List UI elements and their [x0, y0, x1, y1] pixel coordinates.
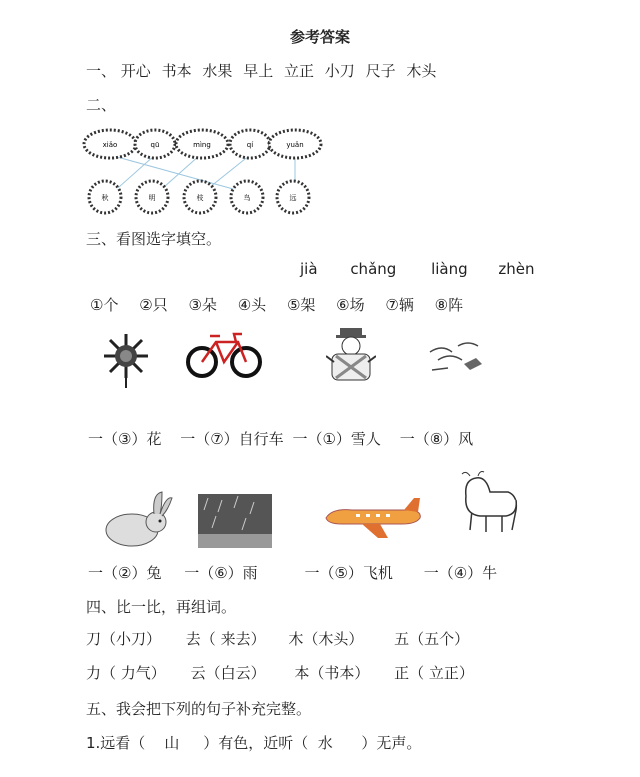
- answer-word: 木头: [406, 62, 437, 80]
- wind-image: [428, 338, 488, 374]
- bicycle-image: [186, 330, 262, 380]
- answer-word: 尺子: [365, 62, 396, 80]
- pinyin-label: qū: [150, 141, 160, 149]
- page-title: 参考答案: [289, 28, 350, 46]
- pinyin-label: yuǎn: [286, 141, 304, 149]
- sentence-1: 1.远看（ 山 ）有色，近听（ 水 ）无声。: [86, 734, 422, 752]
- compare-row-2: [86, 662, 474, 683]
- option-item: ④头: [237, 296, 267, 314]
- rain-image: [198, 494, 272, 548]
- pinyin-bubbles: [84, 130, 321, 158]
- answer-item: 一（②）兔: [88, 564, 162, 582]
- char-label: 枝: [196, 194, 204, 202]
- section-4-label: 四、比一比，再组词。: [86, 598, 237, 616]
- option-item: ⑤架: [286, 296, 316, 314]
- pinyin-label: qí: [246, 141, 254, 149]
- char-label: 明: [148, 194, 156, 202]
- pinyin-label: xiǎo: [102, 141, 118, 149]
- answer-item: 一（④）牛: [423, 564, 498, 582]
- option-item: ⑧阵: [434, 296, 464, 314]
- pinyin-hint-item: jià: [300, 260, 318, 278]
- answer-item: 一（⑥）雨: [184, 564, 258, 582]
- compare-item: 五（五个）: [394, 630, 470, 648]
- snowman-image: [326, 326, 376, 382]
- answer-word: 早上: [243, 62, 274, 80]
- sunflower-image: [100, 330, 152, 388]
- cow-image: [456, 470, 524, 536]
- option-item: ①个: [90, 296, 119, 314]
- pinyin-hint-item: liàng: [431, 260, 468, 278]
- answer-word: 开心: [120, 62, 151, 80]
- options-row: [90, 294, 463, 315]
- section-1: [86, 60, 436, 81]
- pinyin-label: mìng: [193, 141, 211, 149]
- option-item: ③朵: [188, 296, 217, 314]
- option-item: ②只: [139, 296, 168, 314]
- compare-item: 力（ 力气）: [86, 664, 166, 682]
- section-2-label: 二、: [86, 96, 117, 114]
- answer-word: 小刀: [324, 62, 355, 80]
- answer-item: 一（⑤）飞机: [304, 564, 393, 582]
- option-item: ⑥场: [336, 296, 365, 314]
- compare-item: 正（ 立正）: [394, 664, 474, 682]
- char-label: 秋: [101, 194, 109, 202]
- compare-item: 云（白云）: [190, 664, 266, 682]
- answer-item: 一（⑦）自行车: [180, 430, 284, 448]
- answer-item: 一（①）雪人: [292, 430, 381, 448]
- rabbit-image: [100, 490, 174, 550]
- option-item: ⑦辆: [385, 296, 414, 314]
- compare-item: 去（ 来去）: [185, 630, 266, 648]
- compare-item: 刀（小刀）: [86, 630, 162, 648]
- answers-row-1: [88, 428, 473, 449]
- pinyin-hint-item: chǎng: [350, 260, 397, 278]
- compare-item: 本（书本）: [294, 664, 370, 682]
- char-label: 远: [289, 194, 297, 202]
- compare-row-1: [86, 628, 469, 649]
- answer-item: 一（③）花: [88, 430, 162, 448]
- pinyin-hint: [300, 260, 535, 278]
- section-3-label: 三、看图选字填空。: [86, 230, 222, 248]
- char-bubbles: [89, 181, 309, 213]
- answer-word: 水果: [202, 62, 233, 80]
- pinyin-hint-item: zhèn: [498, 260, 535, 278]
- answer-word: 书本: [161, 62, 192, 80]
- section-1-label: 一、: [86, 62, 117, 80]
- char-label: 鸟: [243, 194, 251, 202]
- answers-row-2: [88, 562, 497, 583]
- answer-word: 立正: [283, 62, 314, 80]
- answer-item: 一（⑧）风: [399, 430, 474, 448]
- matching-diagram: [80, 120, 330, 220]
- compare-item: 木（木头）: [288, 630, 364, 648]
- section-5-label: 五、我会把下列的句子补充完整。: [86, 700, 312, 718]
- airplane-image: [322, 496, 424, 540]
